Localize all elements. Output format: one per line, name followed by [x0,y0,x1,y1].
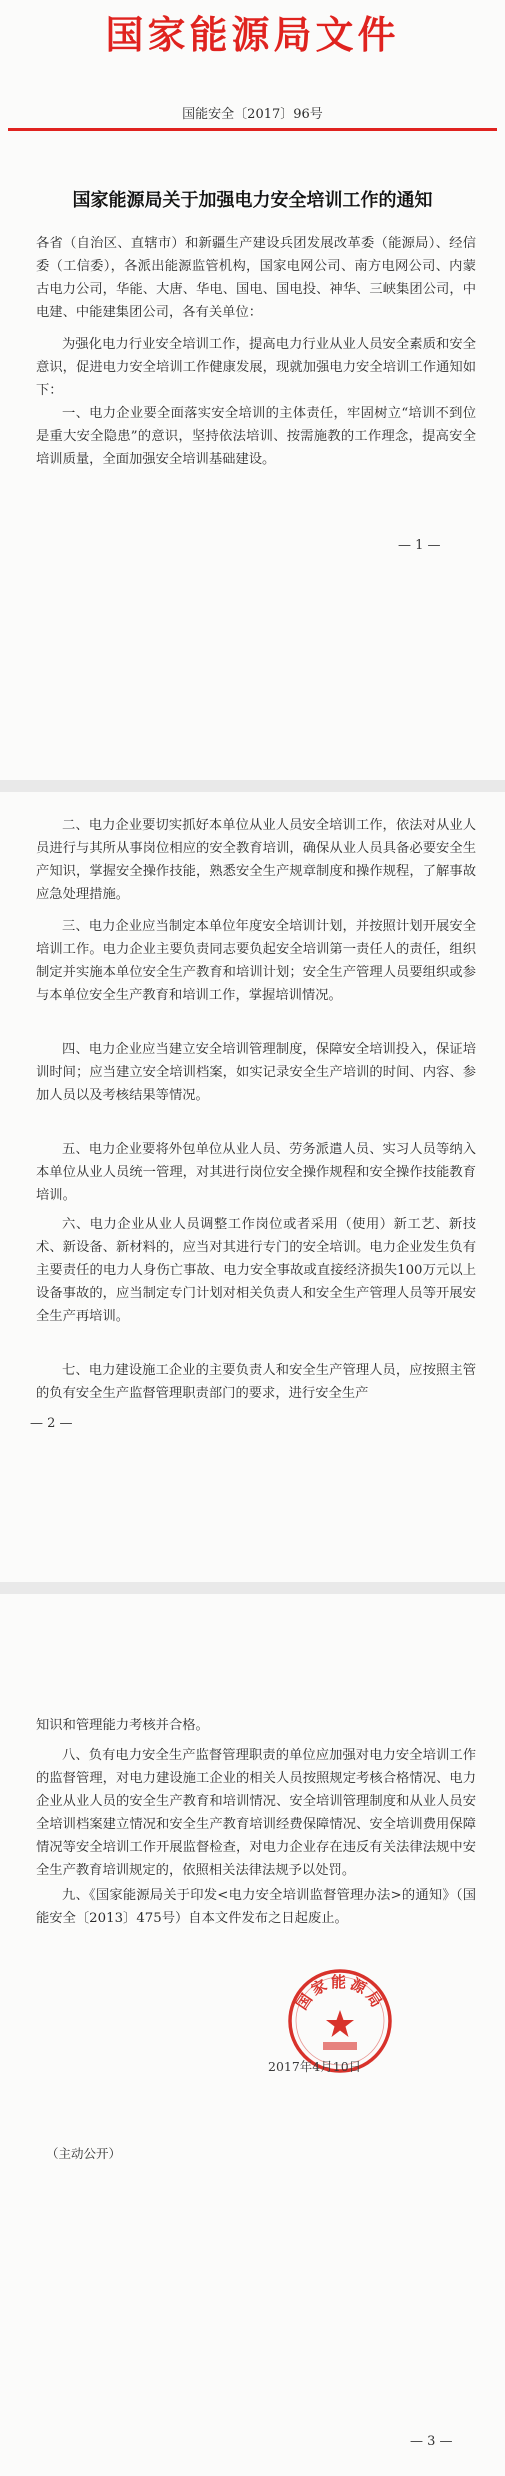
item-6-paragraph: 六、电力企业从业人员调整工作岗位或者采用（使用）新工艺、新技术、新设备、新材料的，应当对其进行专门的安全培训。电力企业发生负有主要责任的电力人身伤亡事故、电力安全事故或直接经济损失100万元以上设备事故的，应当制定专门计划对相关负责人和安全生产管理人员等开展安全生产再培训。 [36,1217,476,1324]
document-header-title: 国家能源局文件 [105,12,400,57]
document-page-1 [0,0,505,780]
item-4-paragraph: 四、电力企业应当建立安全培训管理制度，保障安全培训投入，保证培训时间；应当建立安全培训档案，如实记录安全生产培训的时间、内容、参加人员以及考核结果等情况。 [36,1042,476,1103]
document-number: 国能安全〔2017〕96号 [182,107,323,122]
recipients-paragraph: 各省（自治区、直辖市）和新疆生产建设兵团发展改革委（能源局）、经信委（工信委），各派出能源监管机构，国家电网公司、南方电网公司、内蒙古电力公司，华能、大唐、华电、国电、国电投、神华、三峡集团公司，中电建、中能建集团公司，各有关单位： [36,236,476,320]
intro-paragraph: 为强化电力行业安全培训工作，提高电力行业从业人员安全素质和安全意识，促进电力安全培训工作健康发展，现就加强电力安全培训工作通知如下： [36,337,476,398]
document-page-2 [0,792,505,1582]
item-5-paragraph: 五、电力企业要将外包单位从业人员、劳务派遣人员、实习人员等纳入本单位从业人员统一管理，对其进行岗位安全操作规程和安全操作技能教育培训。 [36,1142,476,1203]
item-7-paragraph: 七、电力建设施工企业的主要负责人和安全生产管理人员，应按照主管的负有安全生产监督管理职责部门的要求，进行安全生产 [36,1363,476,1401]
issue-date: 2017年4月10日 [268,2059,362,2074]
item-8-paragraph: 八、负有电力安全生产监督管理职责的单位应加强对电力安全培训工作的监督管理，对电力建设施工企业的相关人员按照规定考核合格情况、电力企业从业人员的安全生产教育和培训情况、安全培训管理制度和从业人员安全培训档案建立情况和安全生产教育培训经费保障情况、安全培训费用保障情况等安全培训工作开展监督检查，对电力企业存在违反有关法律法规中安全生产教育培训规定的，依照相关法律法规予以处罚。 [36,1748,476,1878]
page-gap [0,1582,505,1594]
document-page-3 [0,1594,505,2476]
page-number: — 3 — [410,2434,453,2449]
item-2-paragraph: 二、电力企业要切实抓好本单位从业人员安全培训工作，依法对从业人员进行与其所从事岗位相应的安全教育培训，确保从业人员具备必要安全生产知识，掌握安全操作技能，熟悉安全生产规章制度和操作规程，了解事故应急处理措施。 [36,818,476,902]
header-divider [8,128,497,131]
page-number: — 2 — [30,1416,73,1431]
item-9-paragraph: 九、《国家能源局关于印发<电力安全培训监督管理办法>的通知》（国能安全〔2013〕475号）自本文件发布之日起废止。 [36,1888,476,1926]
public-disclosure-note: （主动公开） [46,2146,122,2161]
item-7-continuation: 知识和管理能力考核并合格。 [36,1718,209,1733]
svg-text:国家能源局: 国家能源局 [292,1973,388,2013]
page-number: — 1 — [398,538,441,553]
notice-title: 国家能源局关于加强电力安全培训工作的通知 [72,190,433,211]
item-3-paragraph: 三、电力企业应当制定本单位年度安全培训计划，并按照计划开展安全培训工作。电力企业主要负责同志要负起安全培训第一责任人的责任，组织制定并实施本单位安全生产教育和培训计划；安全生产管理人员要组织或参与本单位安全生产教育和培训工作，掌握培训情况。 [36,919,476,1003]
item-1-paragraph: 一、电力企业要全面落实安全培训的主体责任，牢固树立“培训不到位是重大安全隐患”的意识，坚持依法培训、按需施教的工作理念，提高安全培训质量，全面加强安全培训基础建设。 [36,406,476,467]
page-gap [0,780,505,792]
